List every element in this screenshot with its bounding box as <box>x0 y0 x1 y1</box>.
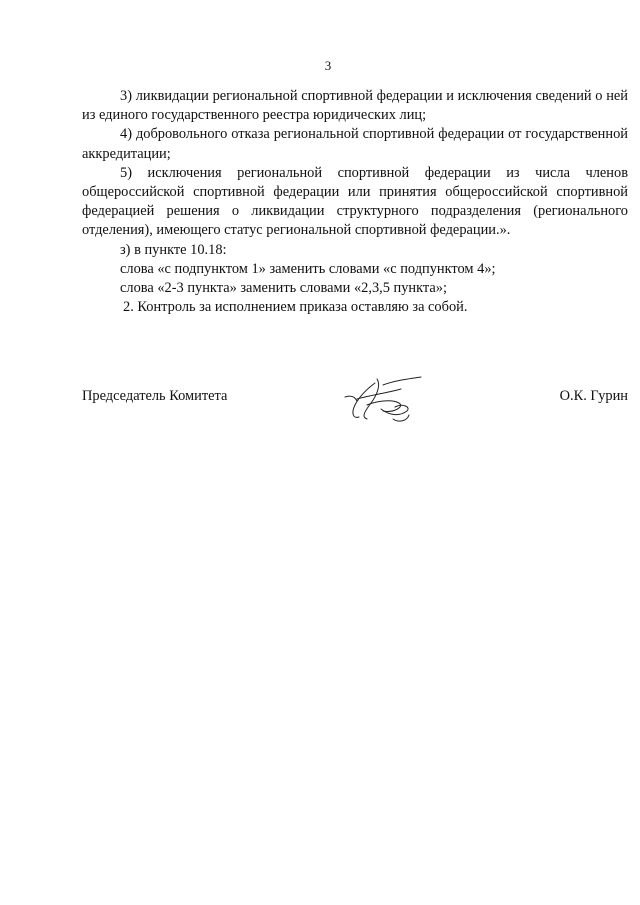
page-number: 3 <box>324 58 332 73</box>
signature-block <box>82 387 628 417</box>
document-body <box>82 87 628 317</box>
paragraph-control: 2. Контроль за исполнением приказа оставляю за собой. <box>123 299 468 316</box>
signer-title: Председатель Комитета <box>82 388 228 404</box>
paragraph-item-4: 4) добровольного отказа региональной спортивной федерации от государственной аккредитации; <box>82 126 628 162</box>
paragraph-item-5: 5) исключения региональной спортивной федерации из числа членов общероссийской спортивной федерации или принятия общероссийской спортивной федерацией решения о ликвидации структурного подразделения (регионального отделения), имеющего статус региональной спортивной федерации.». <box>82 164 628 239</box>
paragraph-replace-1: слова «с подпунктом 1» заменить словами «с подпунктом 4»; <box>120 260 496 277</box>
paragraph-item-3: 3) ликвидации региональной спортивной федерации и исключения сведений о ней из единого государственного реестра юридических лиц; <box>82 88 628 124</box>
signer-name: О.К. Гурин <box>559 388 628 404</box>
paragraph-subsection-z: з) в пункте 10.18: <box>120 241 227 258</box>
paragraph-replace-2: слова «2-3 пункта» заменить словами «2,3,5 пункта»; <box>120 280 447 297</box>
handwritten-signature <box>337 375 427 427</box>
